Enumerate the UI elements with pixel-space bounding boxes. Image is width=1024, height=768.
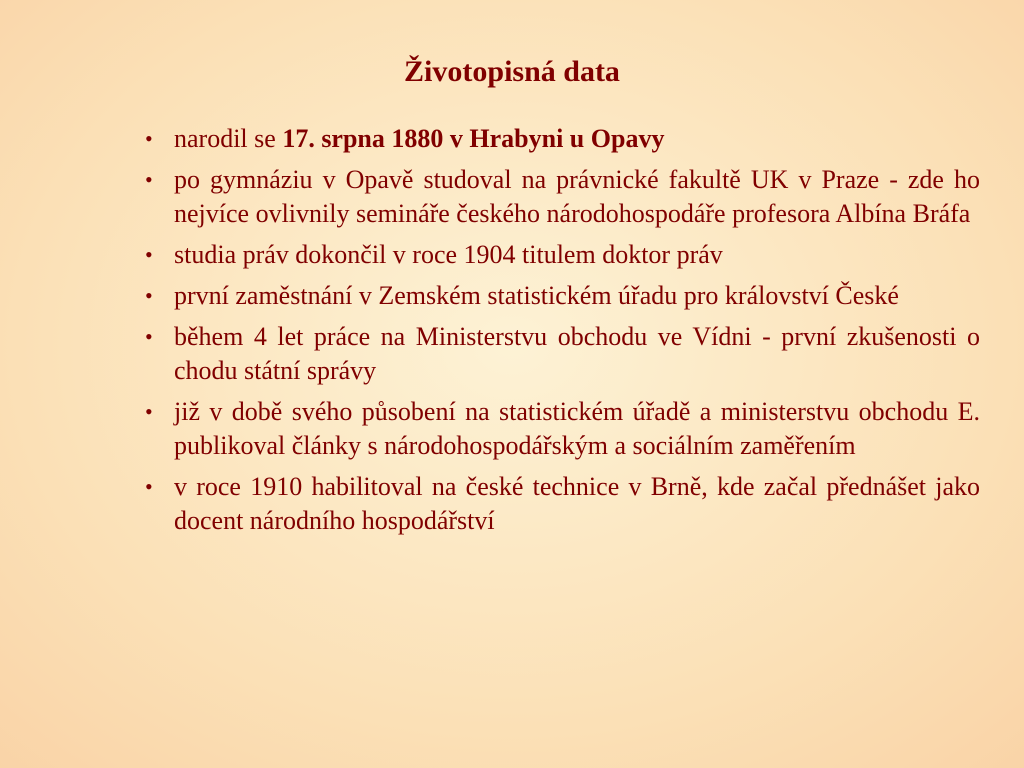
bullet-icon: • bbox=[145, 474, 153, 499]
bullet-item-studies bbox=[143, 163, 980, 231]
slide-title: Životopisná data bbox=[404, 55, 620, 88]
bullet-icon: • bbox=[145, 283, 153, 308]
bullet-icon: • bbox=[145, 167, 153, 192]
bullet-text-bold: 17. srpna 1880 v Hrabyni u Opavy bbox=[282, 124, 665, 153]
bullet-text: v roce 1910 habilitoval na české technice v Brně, kde začal přednášet jako docent národního hospodářství bbox=[174, 472, 980, 535]
bullet-list bbox=[143, 122, 980, 545]
bullet-text: po gymnáziu v Opavě studoval na právnické fakultě UK v Praze - zde ho nejvíce ovlivnily semináře českého národohospodáře profesora Albína Bráfa bbox=[174, 165, 980, 228]
bullet-item-vienna bbox=[143, 320, 980, 388]
bullet-item-habilitation bbox=[143, 470, 980, 538]
bullet-item-publications bbox=[143, 395, 980, 463]
bullet-text: studia práv dokončil v roce 1904 titulem doktor práv bbox=[174, 240, 723, 269]
bullet-icon: • bbox=[145, 324, 153, 349]
bullet-icon: • bbox=[145, 399, 153, 424]
bullet-text: již v době svého působení na statistickém úřadě a ministerstvu obchodu E. publikoval články s národohospodářským a sociálním zaměřením bbox=[174, 397, 980, 460]
bullet-item-doctorate bbox=[143, 238, 980, 272]
bullet-text: narodil se bbox=[174, 124, 283, 153]
bullet-text: první zaměstnání v Zemském statistickém úřadu pro království České bbox=[174, 281, 899, 310]
bullet-icon: • bbox=[145, 126, 153, 151]
bullet-item-birth bbox=[143, 122, 980, 156]
bullet-icon: • bbox=[145, 242, 153, 267]
bullet-text: během 4 let práce na Ministerstvu obchodu ve Vídni - první zkušenosti o chodu státní správy bbox=[174, 322, 980, 385]
bullet-item-first-job bbox=[143, 279, 980, 313]
